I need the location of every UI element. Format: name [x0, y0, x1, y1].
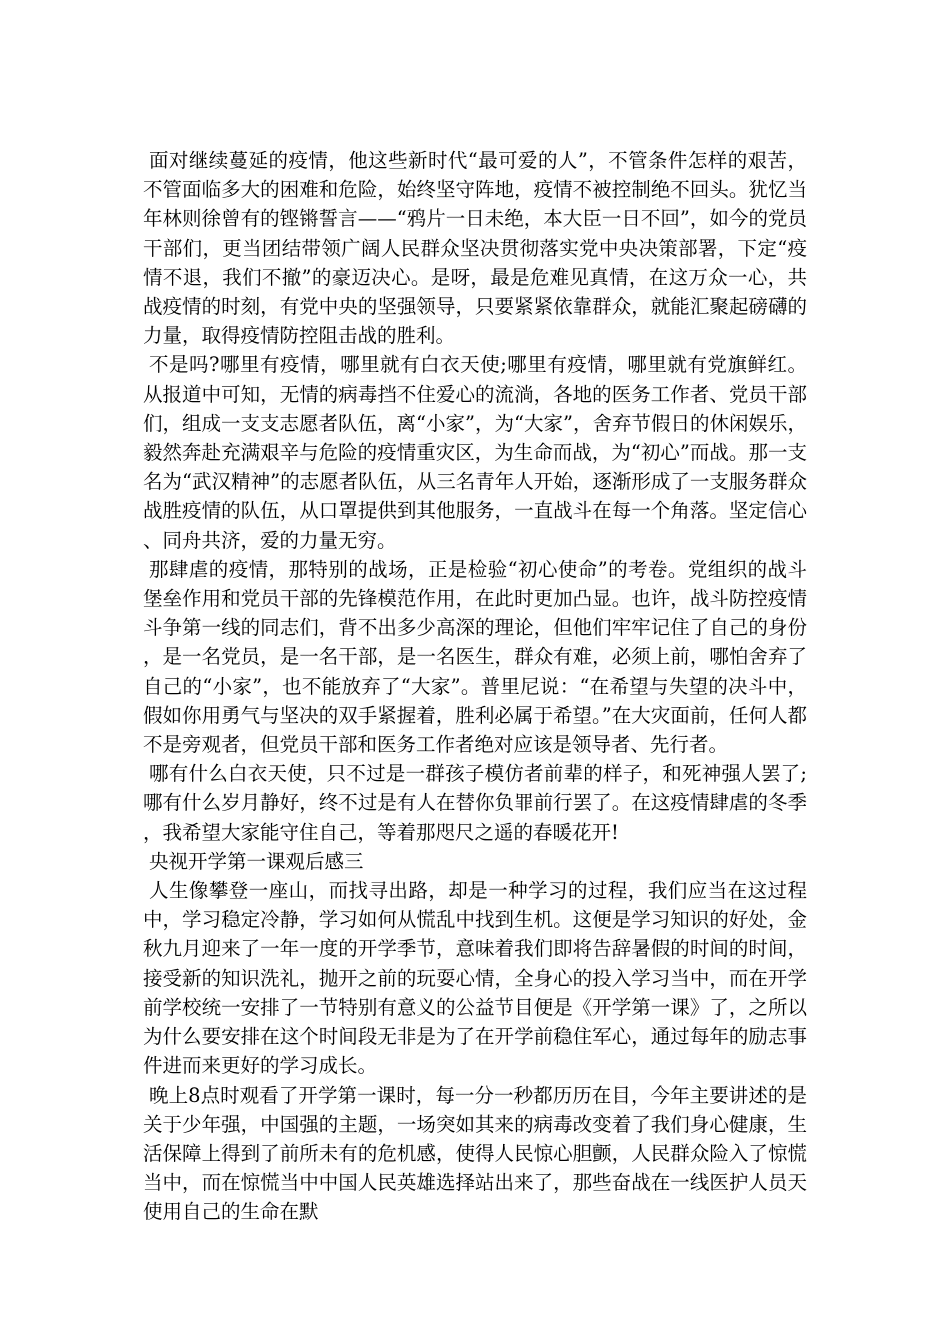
section-heading: 央视开学第一课观后感三 [149, 849, 364, 873]
paragraph-5: 人生像攀登一座山，而找寻出路，却是一种学习的过程，我们应当在这过程中，学习稳定冷静，学习如何从慌乱中找到生机。这便是学习知识的好处，金秋九月迎来了一年一度的开学季节，意味着我们即将告辞暑假的时间的时间，接受新的知识洗礼，抛开之前的玩耍心情，全身心的投入学习当中，而在开学前学校统一安排了一节特别有意义的公益节目便是《开学第一课》了，之所以为什么要安排在这个时间段无非是为了在开学前稳住军心，通过每年的励志事件进而来更好的学习成长。 [143, 879, 807, 1078]
paragraph-6: 晚上8点时观看了开学第一课时，每一分一秒都历历在目，今年主要讲述的是关于少年强，中国强的主题，一场突如其来的病毒改变着了我们身心健康，生活保障上得到了前所未有的危机感，使得人民惊心胆颤，人民群众险入了惊慌当中，而在惊慌当中中国人民英雄选择站出来了，那些奋战在一线医护人员天使用自己的生命在默 [143, 1083, 807, 1224]
paragraph-4: 哪有什么白衣天使，只不过是一群孩子模仿者前辈的样子，和死神强人罢了;哪有什么岁月静好，终不过是有人在替你负罪前行罢了。在这疫情肆虐的冬季，我希望大家能守住自己，等着那咫尺之遥的春暖花开! [143, 762, 807, 844]
paragraph-3: 那肆虐的疫情，那特别的战场，正是检验“初心使命”的考卷。党组织的战斗堡垒作用和党员干部的先锋模范作用，在此时更加凸显。也许，战斗防控疫情斗争第一线的同志们，背不出多少高深的理论，但他们牢牢记住了自己的身份，是一名党员，是一名干部，是一名医生，群众有难，必须上前，哪怕舍弃了自己的“小家”，也不能放弃了“大家”。普里尼说：“在希望与失望的决斗中，假如你用勇气与坚决的双手紧握着，胜利必属于希望。”在大灾面前，任何人都不是旁观者，但党员干部和医务工作者绝对应该是领导者、先行者。 [143, 557, 807, 757]
document-page [143, 146, 807, 1227]
paragraph-2: 不是吗?哪里有疫情，哪里就有白衣天使;哪里有疫情，哪里就有党旗鲜红。从报道中可知，无情的病毒挡不住爱心的流淌，各地的医务工作者、党员干部们，组成一支支志愿者队伍，离“小家”，为“大家”，舍弃节假日的休闲娱乐，毅然奔赴充满艰辛与危险的疫情重灾区，为生命而战，为“初心”而战。那一支名为“武汉精神”的志愿者队伍，从三名青年人开始，逐渐形成了一支服务群众战胜疫情的队伍，从口罩提供到其他服务，一直战斗在每一个角落。坚定信心、同舟共济，爱的力量无穷。 [143, 353, 807, 552]
paragraph-1: 面对继续蔓延的疫情，他这些新时代“最可爱的人”，不管条件怎样的艰苦，不管面临多大的困难和危险，始终坚守阵地，疫情不被控制绝不回头。犹忆当年林则徐曾有的铿锵誓言——“鸦片一日未绝，本大臣一日不回”，如今的党员干部们，更当团结带领广阔人民群众坚决贯彻落实党中央决策部署，下定“疫情不退，我们不撤”的豪迈决心。是呀，最是危难见真情，在这万众一心，共战疫情的时刻，有党中央的坚强领导，只要紧紧依靠群众，就能汇聚起磅礴的力量，取得疫情防控阻击战的胜利。 [143, 149, 807, 348]
